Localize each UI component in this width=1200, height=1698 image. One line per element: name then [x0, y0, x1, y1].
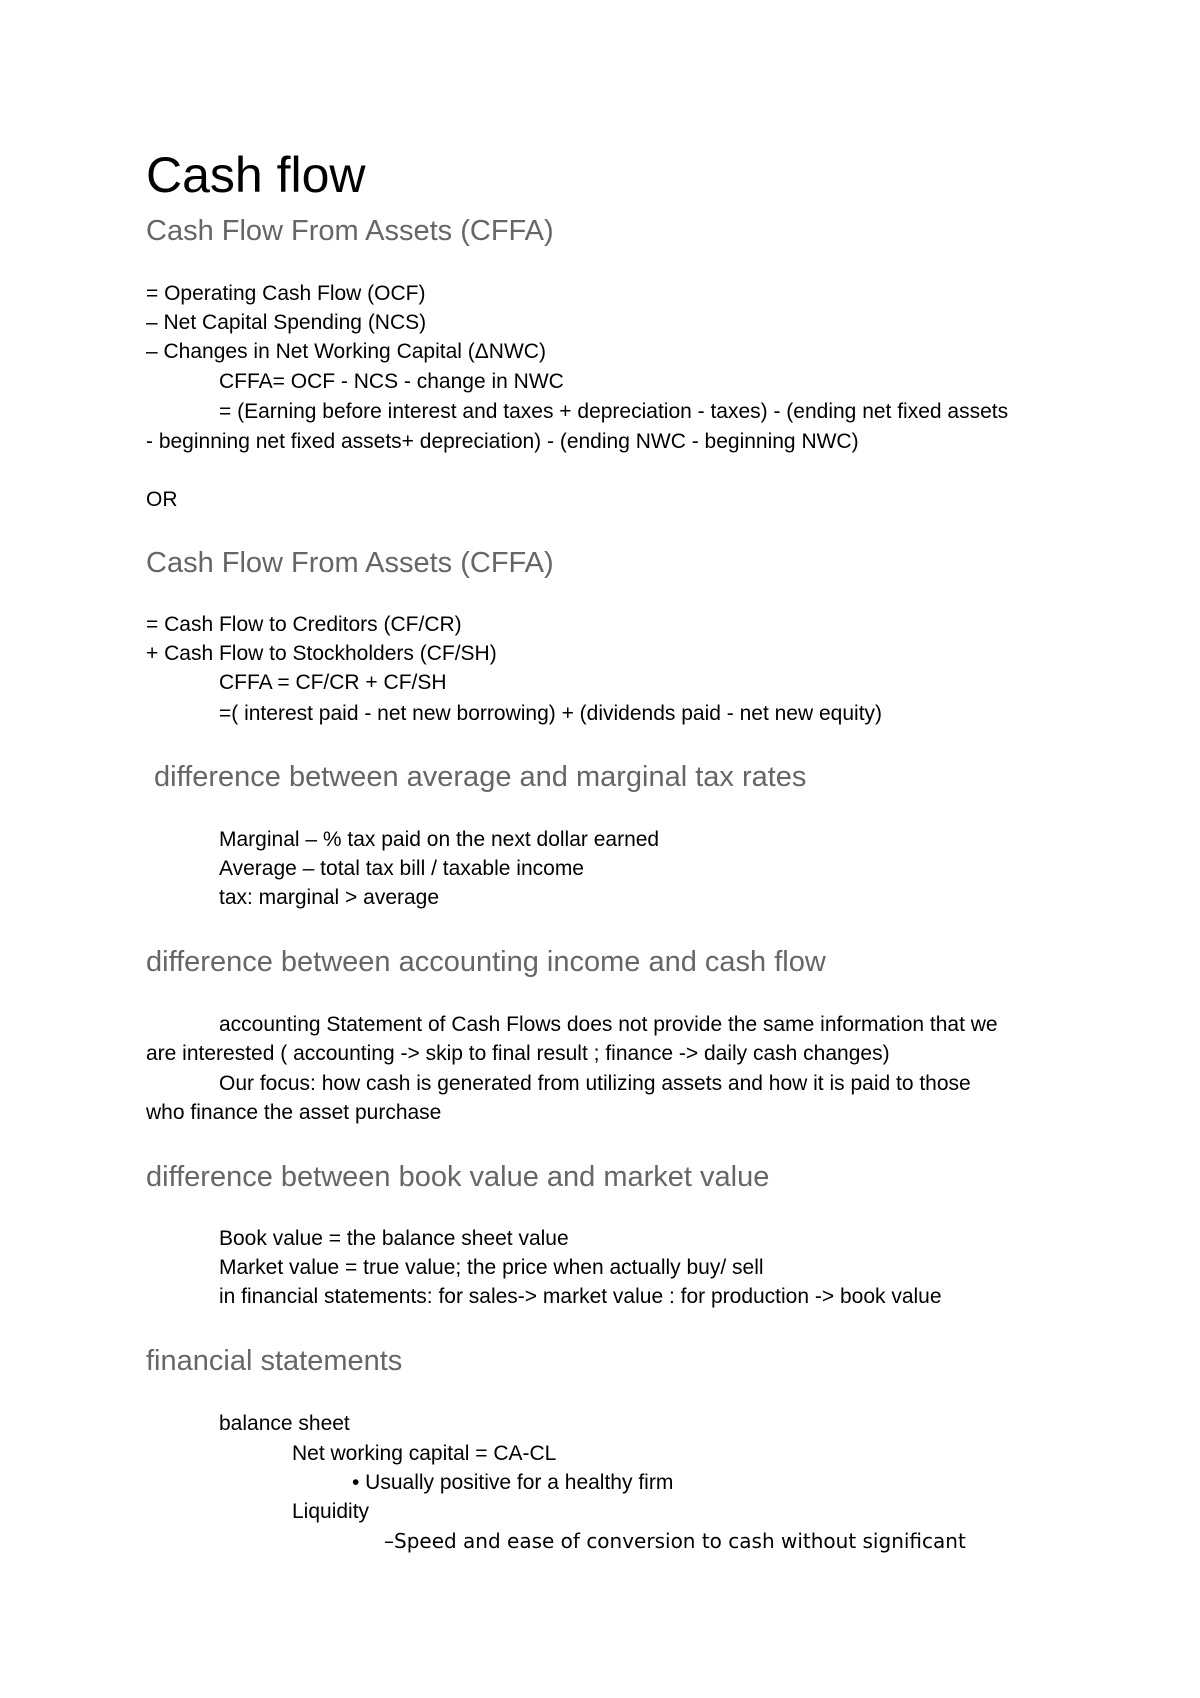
section-heading-tax-rates: difference between average and marginal tax rates — [146, 761, 807, 793]
text-line: –Speed and ease of conversion to cash without significant — [384, 1529, 966, 1553]
text-line: Market value = true value; the price when actually buy/ sell — [219, 1256, 764, 1279]
section-heading-accounting-income: difference between accounting income and cash flow — [146, 946, 826, 978]
text-line: Net working capital = CA-CL — [292, 1442, 557, 1465]
bullet-item: • Usually positive for a healthy firm — [352, 1471, 674, 1494]
text-line: Marginal – % tax paid on the next dollar earned — [219, 828, 660, 851]
text-line: – Changes in Net Working Capital (ΔNWC) — [146, 340, 546, 363]
text-line: CFFA= OCF - NCS - change in NWC — [219, 370, 564, 393]
text-line: =( interest paid - net new borrowing) + (dividends paid - net new equity) — [219, 702, 883, 725]
text-line: = Operating Cash Flow (OCF) — [146, 282, 426, 305]
text-line: = (Earning before interest and taxes + depreciation - taxes) - (ending net fixed assets — [219, 400, 1009, 423]
text-line: balance sheet — [219, 1412, 350, 1435]
text-line: CFFA = CF/CR + CF/SH — [219, 671, 447, 694]
section-heading-cffa-1: Cash Flow From Assets (CFFA) — [146, 215, 554, 247]
text-line: Book value = the balance sheet value — [219, 1227, 569, 1250]
text-line: - beginning net fixed assets+ depreciation) - (ending NWC - beginning NWC) — [146, 430, 859, 453]
text-line: OR — [146, 488, 178, 511]
text-line: in financial statements: for sales-> market value : for production -> book value — [219, 1285, 942, 1308]
text-line: who finance the asset purchase — [146, 1101, 442, 1124]
text-line: = Cash Flow to Creditors (CF/CR) — [146, 613, 462, 636]
text-line: are interested ( accounting -> skip to final result ; finance -> daily cash changes) — [146, 1042, 890, 1065]
text-line: Our focus: how cash is generated from utilizing assets and how it is paid to those — [219, 1072, 971, 1095]
text-line: Average – total tax bill / taxable income — [219, 857, 584, 880]
section-heading-book-market-value: difference between book value and market value — [146, 1161, 770, 1193]
text-line: accounting Statement of Cash Flows does not provide the same information that we — [219, 1013, 998, 1036]
section-heading-financial-statements: financial statements — [146, 1345, 403, 1377]
text-line: + Cash Flow to Stockholders (CF/SH) — [146, 642, 497, 665]
document-title: Cash flow — [146, 147, 366, 203]
text-line: tax: marginal > average — [219, 886, 440, 909]
text-line: – Net Capital Spending (NCS) — [146, 311, 427, 334]
section-heading-cffa-2: Cash Flow From Assets (CFFA) — [146, 547, 554, 579]
text-line: Liquidity — [292, 1500, 370, 1523]
